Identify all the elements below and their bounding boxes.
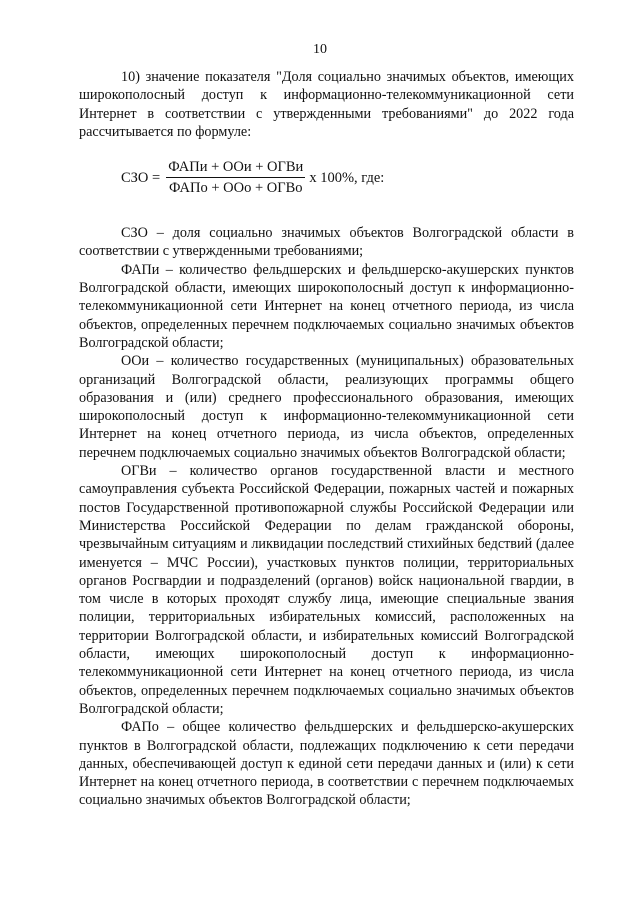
formula [121, 150, 574, 206]
formula-lhs: СЗО = [121, 170, 161, 187]
formula-denominator: ФАПо + ООо + ОГВо [168, 180, 303, 197]
intro-paragraph: 10) значение показателя "Доля социально значимых объектов, имеющих широкополосный доступ к информационно-телекоммуникационной сети Интернет в соответствии с утвержденными требованиями" до 2022 года рассчитывается по формуле: [79, 69, 574, 140]
spacer [79, 214, 574, 224]
formula-numerator: ФАПи + ООи + ОГВи [166, 159, 305, 178]
definition-ogvi: ОГВи – количество органов государственной власти и местного самоуправления субъекта Российской Федерации, пожарных частей и пожарных постов Государственной противопожарной службы Российской Федерации или Министерства Российской Федерации по делам гражданской обороны, чрезвычайным ситуациям и ликвидации последствий стихийных бедствий (далее именуется – МЧС России), участковых пунктов полиции, территориальных органов Росгвардии и подразделений (органов) войск национальной гвардии, в том числе в которых проходят службу лица, имеющие специальные звания полиции, территориальных избирательных комиссий, расположенных на территории Волгоградской области, и избирательных комиссий Волгоградской области, имеющих широкополосный доступ к информационно-телекоммуникационной сети Интернет на конец отчетного периода, из числа объектов, определенных перечнем подключаемых социально значимых объектов Волгоградской области; [79, 463, 574, 717]
definition-ooi: ООи – количество государственных (муниципальных) образовательных организаций Волгоградской области, реализующих программы общего образования и (или) среднего профессионального образования, имеющих широкополосный доступ к информационно-телекоммуникационной сети Интернет на конец отчетного периода, из числа объектов, определенных перечнем подключаемых социально значимых объектов Волгоградской области; [79, 353, 574, 461]
definition-fapi: ФАПи – количество фельдшерских и фельдшерско-акушерских пунктов Волгоградской области, имеющих широкополосный доступ к информационно-телекоммуникационной сети Интернет на конец отчетного периода, из числа объектов, определенных перечнем подключаемых социально значимых объектов Волгоградской области; [79, 261, 574, 351]
formula-rhs: х 100%, где: [309, 170, 385, 187]
definition-fapo: ФАПо – общее количество фельдшерских и фельдшерско-акушерских пунктов в Волгоградской области, подлежащих подключению к сети передачи данных, обеспечивающей доступ к единой сети передачи данных и (или) к сети Интернет на конец отчетного периода, в соответствии с перечнем подключаемых социально значимых объектов Волгоградской области; [79, 719, 574, 809]
formula-fraction [166, 159, 305, 197]
definition-szo: СЗО – доля социально значимых объектов Волгоградской области в соответствии с утвержденными требованиями; [79, 225, 574, 260]
document-body [79, 68, 574, 810]
page-number: 10 [313, 42, 327, 57]
